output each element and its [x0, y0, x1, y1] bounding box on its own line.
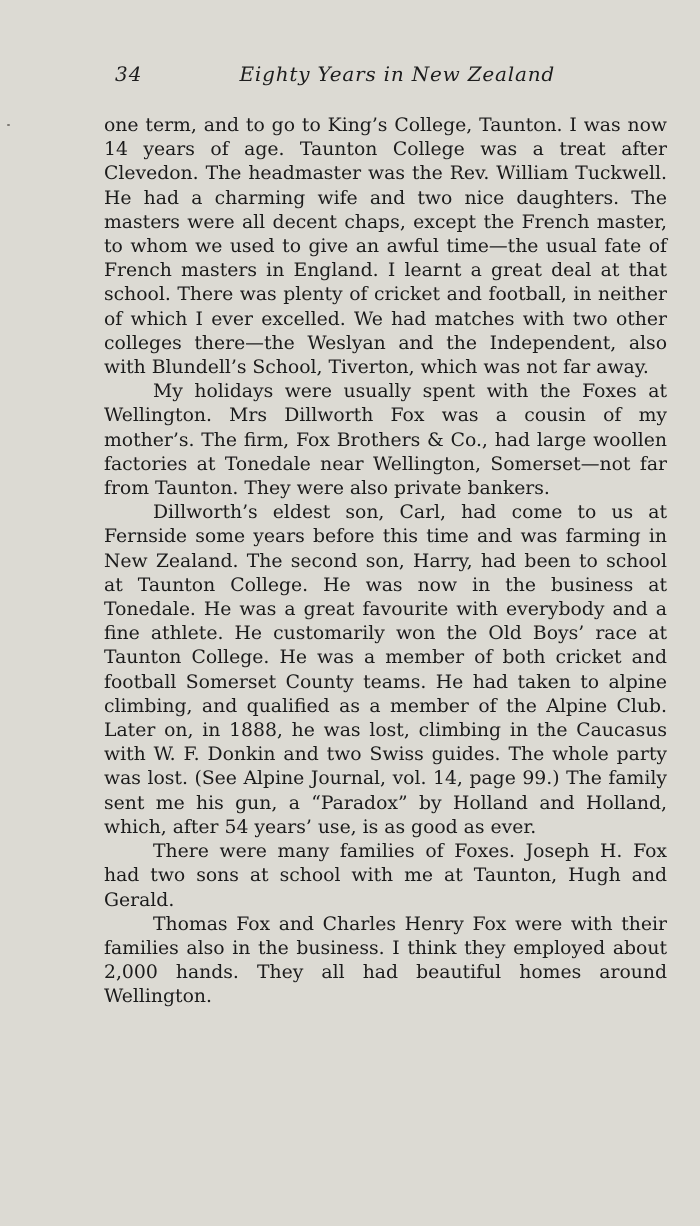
paragraph-2: My holidays were usually spent with the Foxes at Wellington. Mrs Dillworth Fox was a cousin of my mother’s. The firm, Fox Brothers & Co., had large woollen factories at Tonedale near Wellington, Somerset—not far from Taunton. They were also private bankers.	[104, 381, 667, 500]
running-head: Eighty Years in New Zealand	[239, 62, 555, 86]
paragraph-5: Thomas Fox and Charles Henry Fox were with their families also in the business. I think they employed about 2,000 hands. They all had beautiful homes around Wellington.	[104, 913, 667, 1008]
page-number: 34	[115, 62, 143, 86]
paragraph-3: Dillworth’s eldest son, Carl, had come to us at Fernside some years before this time and was farming in New Zealand. The second son, Harry, had been to school at Taunton College. He was now in the business at Tonedale. He was a great favourite with everybody and a fine athlete. He customarily won the Old Boys’ race at Taunton College. He was a member of both cricket and football Somerset County teams. He had taken to alpine climbing, and qualified as a member of the Alpine Club. Later on, in 1888, he was lost, climbing in the Caucasus with W. F. Donkin and two Swiss guides. The whole party was lost. (See Alpine Journal, vol. 14, page 99.) The family sent me his gun, a “Paradox” by Holland and Holland, which, after 54 years’ use, is as good as ever.	[104, 502, 667, 838]
paragraph-4: There were many families of Foxes. Joseph H. Fox had two sons at school with me at Taunton, Hugh and Gerald.	[104, 841, 667, 911]
paragraph-1: one term, and to go to King’s College, Taunton. I was now 14 years of age. Taunton College was a treat after Clevedon. The headmaster was the Rev. William Tuckwell. He had a charming wife and two nice daughters. The masters were all decent chaps, except the French master, to whom we used to give an awful time—the usual fate of French masters in England. I learnt a great deal at that school. There was plenty of cricket and football, in neither of which I ever excelled. We had matches with two other colleges there—the Weslyan and the Independent, also with Blundell’s School, Tiverton, which was not far away.	[104, 115, 667, 379]
body-text	[104, 114, 667, 1010]
paper-speck	[7, 124, 10, 126]
page-header	[115, 62, 555, 96]
